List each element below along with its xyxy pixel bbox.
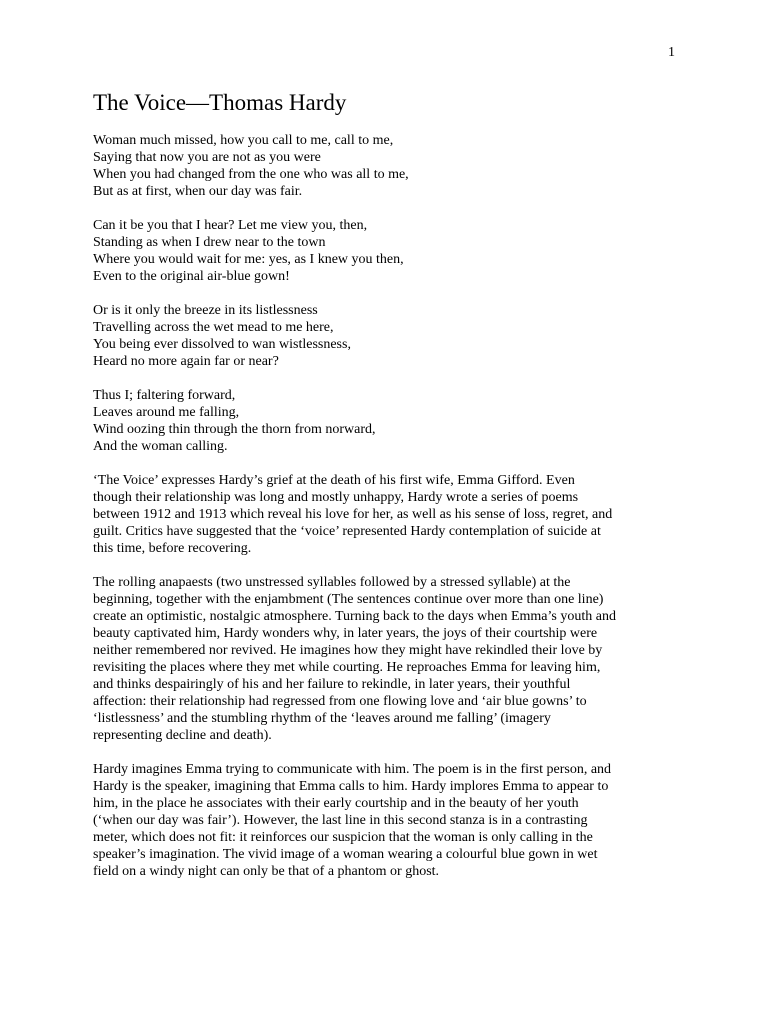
poem-line: You being ever dissolved to wan wistlessness, <box>93 337 351 352</box>
poem-stanza-3 <box>93 302 683 370</box>
commentary-paragraph-3 <box>93 761 683 880</box>
poem-title: The Voice—Thomas Hardy <box>93 90 347 115</box>
paragraph-line: revisiting the places where they met while courting. He reproaches Emma for leaving him, <box>93 660 601 675</box>
paragraph-line: beauty captivated him, Hardy wonders why, in later years, the joys of their courtship were <box>93 626 598 641</box>
poem-stanza-1 <box>93 132 683 200</box>
paragraph-line: between 1912 and 1913 which reveal his love for her, as well as his sense of loss, regret, and <box>93 507 613 522</box>
commentary-paragraph-1 <box>93 472 683 557</box>
paragraph-line: guilt. Critics have suggested that the ‘voice’ represented Hardy contemplation of suicide at <box>93 524 601 539</box>
paragraph-line: meter, which does not fit: it reinforces our suspicion that the woman is only calling in the <box>93 830 593 845</box>
paragraph-line: The rolling anapaests (two unstressed syllables followed by a stressed syllable) at the <box>93 575 571 590</box>
paragraph-line: Hardy is the speaker, imagining that Emma calls to him. Hardy implores Emma to appear to <box>93 779 609 794</box>
paragraph-line: (‘when our day was fair’). However, the last line in this second stanza is in a contrasting <box>93 813 588 828</box>
poem-line: Or is it only the breeze in its listlessness <box>93 303 318 318</box>
poem-line: Standing as when I drew near to the town <box>93 235 326 250</box>
poem-line: Saying that now you are not as you were <box>93 150 321 165</box>
poem-stanza-2 <box>93 217 683 285</box>
poem-line: Thus I; faltering forward, <box>93 388 236 403</box>
page-number: 1 <box>668 45 675 60</box>
poem-stanza-4 <box>93 387 683 455</box>
poem-line: When you had changed from the one who was all to me, <box>93 167 409 182</box>
poem-line: Woman much missed, how you call to me, call to me, <box>93 133 394 148</box>
paragraph-line: ‘The Voice’ expresses Hardy’s grief at the death of his first wife, Emma Gifford. Even <box>93 473 575 488</box>
poem-line: And the woman calling. <box>93 439 228 454</box>
poem-line: Where you would wait for me: yes, as I knew you then, <box>93 252 404 267</box>
paragraph-line: Hardy imagines Emma trying to communicate with him. The poem is in the first person, and <box>93 762 612 777</box>
poem-line: But as at first, when our day was fair. <box>93 184 303 199</box>
poem-line: Heard no more again far or near? <box>93 354 279 369</box>
paragraph-line: representing decline and death). <box>93 728 272 743</box>
paragraph-line: affection: their relationship had regressed from one flowing love and ‘air blue gowns’ to <box>93 694 587 709</box>
poem-line: Wind oozing thin through the thorn from norward, <box>93 422 376 437</box>
paragraph-line: create an optimistic, nostalgic atmosphere. Turning back to the days when Emma’s youth and <box>93 609 616 624</box>
paragraph-line: and thinks despairingly of his and her failure to rekindle, in later years, their youthful <box>93 677 571 692</box>
paragraph-line: him, in the place he associates with their early courtship and in the beauty of her youth <box>93 796 579 811</box>
paragraph-line: speaker’s imagination. The vivid image of a woman wearing a colourful blue gown in wet <box>93 847 598 862</box>
document-body <box>93 88 683 897</box>
paragraph-line: field on a windy night can only be that of a phantom or ghost. <box>93 864 440 879</box>
paragraph-line: neither remembered nor revived. He imagines how they might have rekindled their love by <box>93 643 603 658</box>
commentary-paragraph-2 <box>93 574 683 744</box>
paragraph-line: though their relationship was long and mostly unhappy, Hardy wrote a series of poems <box>93 490 579 505</box>
poem-line: Can it be you that I hear? Let me view you, then, <box>93 218 368 233</box>
paragraph-line: this time, before recovering. <box>93 541 252 556</box>
paragraph-line: beginning, together with the enjambment (The sentences continue over more than one line) <box>93 592 604 607</box>
poem-line: Leaves around me falling, <box>93 405 240 420</box>
poem-line: Even to the original air-blue gown! <box>93 269 290 284</box>
paragraph-line: ‘listlessness’ and the stumbling rhythm of the ‘leaves around me falling’ (imagery <box>93 711 551 726</box>
poem-line: Travelling across the wet mead to me here, <box>93 320 334 335</box>
